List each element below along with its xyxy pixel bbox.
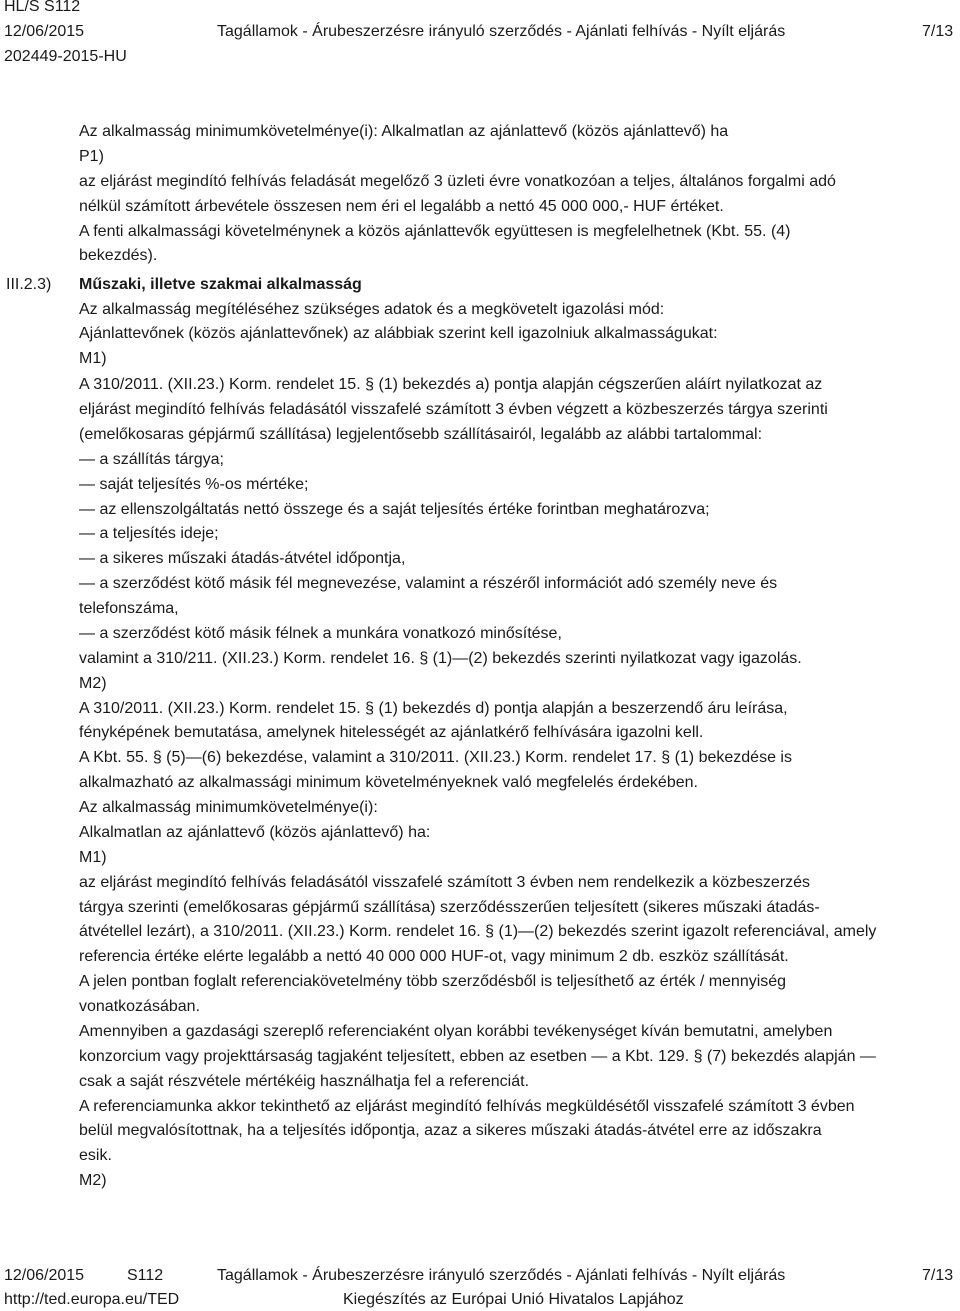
body-line: M1) <box>79 350 107 367</box>
list-item: — a teljesítés ideje; <box>79 525 219 542</box>
list-item: — az ellenszolgáltatás nettó összege és a saját teljesítés értéke forintban meghatározva; <box>79 501 710 518</box>
body-line: Az alkalmasság minimumkövetelménye(i): <box>79 799 378 816</box>
footer-title: Tagállamok - Árubeszerzésre irányuló szerződés - Ajánlati felhívás - Nyílt eljárás <box>217 1267 786 1284</box>
doc-ref: HL/S S112 <box>4 0 81 15</box>
body-line: bekezdés). <box>79 247 158 264</box>
subsection-heading: Műszaki, illetve szakmai alkalmasság <box>79 276 362 293</box>
list-item: — a szállítás tárgya; <box>79 451 224 468</box>
body-line: belül megvalósítottnak, ha a teljesítés időpontja, azaz a sikeres műszaki átadás-átvétel erre az időszakra <box>79 1122 822 1139</box>
body-line: tárgya szerinti (emelőkosaras gépjármű szállítása) szerződésszerűen teljesített (sikeres műszaki átadás- <box>79 899 820 916</box>
list-item: — a szerződést kötő másik fél megnevezése, valamint a részéről információt adó személy neve és <box>79 575 778 592</box>
body-line: az eljárást megindító felhívás feladásától visszafelé számított 3 évben nem rendelkezik a közbeszerzés <box>79 874 811 891</box>
body-line: valamint a 310/211. (XII.23.) Korm. rendelet 16. § (1)—(2) bekezdés szerinti nyilatkozat vagy igazolás. <box>79 650 802 667</box>
body-line: Ajánlattevőnek (közös ajánlattevőnek) az alábbiak szerint kell igazolniuk alkalmasságukat: <box>79 325 718 342</box>
footer-series: S112 <box>127 1267 164 1284</box>
list-item: — a szerződést kötő másik félnek a munkára vonatkozó minősítése, <box>79 625 562 642</box>
body-line: A jelen pontban foglalt referenciakövetelmény több szerződésből is teljesíthető az érték / mennyiség <box>79 973 787 990</box>
body-line: Alkalmatlan az ajánlattevő (közös ajánlattevő) ha: <box>79 824 431 841</box>
body-line: vonatkozásában. <box>79 998 200 1015</box>
list-item: — a sikeres műszaki átadás-átvétel időpontja, <box>79 550 406 567</box>
footer-url: http://ted.europa.eu/TED <box>4 1291 180 1308</box>
body-line: M2) <box>79 675 107 692</box>
body-line: referencia értéke elérte legalább a nettó 40 000 000 HUF-ot, vagy minimum 2 db. eszköz szállítását. <box>79 948 789 965</box>
footer-date: 12/06/2015 <box>4 1267 85 1284</box>
list-item: — saját teljesítés %-os mértéke; <box>79 476 309 493</box>
body-line: A Kbt. 55. § (5)—(6) bekezdése, valamint a 310/2011. (XII.23.) Korm. rendelet 17. § (1) bekezdése is <box>79 749 792 766</box>
body-line: az eljárást megindító felhívás feladását megelőző 3 üzleti évre vonatkozóan a teljes, általános forgalmi adó <box>79 173 836 190</box>
footer-page: 7/13 <box>922 1267 954 1284</box>
notice-id: 202449-2015-HU <box>4 48 127 65</box>
body-line: esik. <box>79 1147 112 1164</box>
body-line: átvétellel lezárt), a 310/2011. (XII.23.) Korm. rendelet 16. § (1)—(2) bekezdés szerint igazolt referenciával, amely <box>79 923 877 940</box>
body-line: Amennyiben a gazdasági szereplő referenciaként olyan korábbi tevékenységet kíván bemutatni, amelyben <box>79 1023 833 1040</box>
body-line: eljárást megindító felhívás feladásától visszafelé számított 3 évben végzett a közbeszerzés tárgya szerinti <box>79 401 828 418</box>
footer-publisher: Kiegészítés az Európai Unió Hivatalos Lapjához <box>343 1291 684 1308</box>
body-line: konzorcium vagy projekttársaság tagjaként teljesített, ebben az esetben — a Kbt. 129. § (7) bekezdés alapján — <box>79 1048 876 1065</box>
body-line: A 310/2011. (XII.23.) Korm. rendelet 15. § (1) bekezdés a) pontja alapján cégszerűen aláírt nyilatkozat az <box>79 376 823 393</box>
body-line: csak a saját részvétele mértékéig használhatja fel a referenciát. <box>79 1073 530 1090</box>
body-line: M2) <box>79 1172 107 1189</box>
body-line: fényképének bemutatása, amelynek hitelességét az ajánlatkérő felhívására igazolni kell. <box>79 724 704 741</box>
body-line: A referenciamunka akkor tekinthető az eljárást megindító felhívás megküldésétől visszafelé számított 3 évben <box>79 1098 855 1115</box>
header-page: 7/13 <box>922 23 954 40</box>
body-line: A fenti alkalmassági követelménynek a közös ajánlattevők együttesen is megfelelhetnek (Kbt. 55. (4) <box>79 223 791 240</box>
body-line: alkalmazható az alkalmassági minimum követelményeknek való megfelelés érdekében. <box>79 774 698 791</box>
header-date: 12/06/2015 <box>4 23 85 40</box>
body-line: (emelőkosaras gépjármű szállítása) legjelentősebb szállításairól, legalább az alábbi tartalommal: <box>79 426 763 443</box>
body-line: P1) <box>79 148 104 165</box>
body-line: M1) <box>79 849 107 866</box>
body-line: Az alkalmasság minimumkövetelménye(i): Alkalmatlan az ajánlattevő (közös ajánlattevő) ha <box>79 123 729 140</box>
header-title: Tagállamok - Árubeszerzésre irányuló szerződés - Ajánlati felhívás - Nyílt eljárás <box>217 23 786 40</box>
section-number: III.2.3) <box>6 276 52 293</box>
body-line: telefonszáma, <box>79 600 179 617</box>
body-line: Az alkalmasság megítéléséhez szükséges adatok és a megkövetelt igazolási mód: <box>79 301 665 318</box>
body-line: nélkül számított árbevétele összesen nem éri el legalább a nettó 45 000 000,- HUF értéket. <box>79 198 724 215</box>
body-line: A 310/2011. (XII.23.) Korm. rendelet 15. § (1) bekezdés d) pontja alapján a beszerzendő áru leírása, <box>79 700 788 717</box>
